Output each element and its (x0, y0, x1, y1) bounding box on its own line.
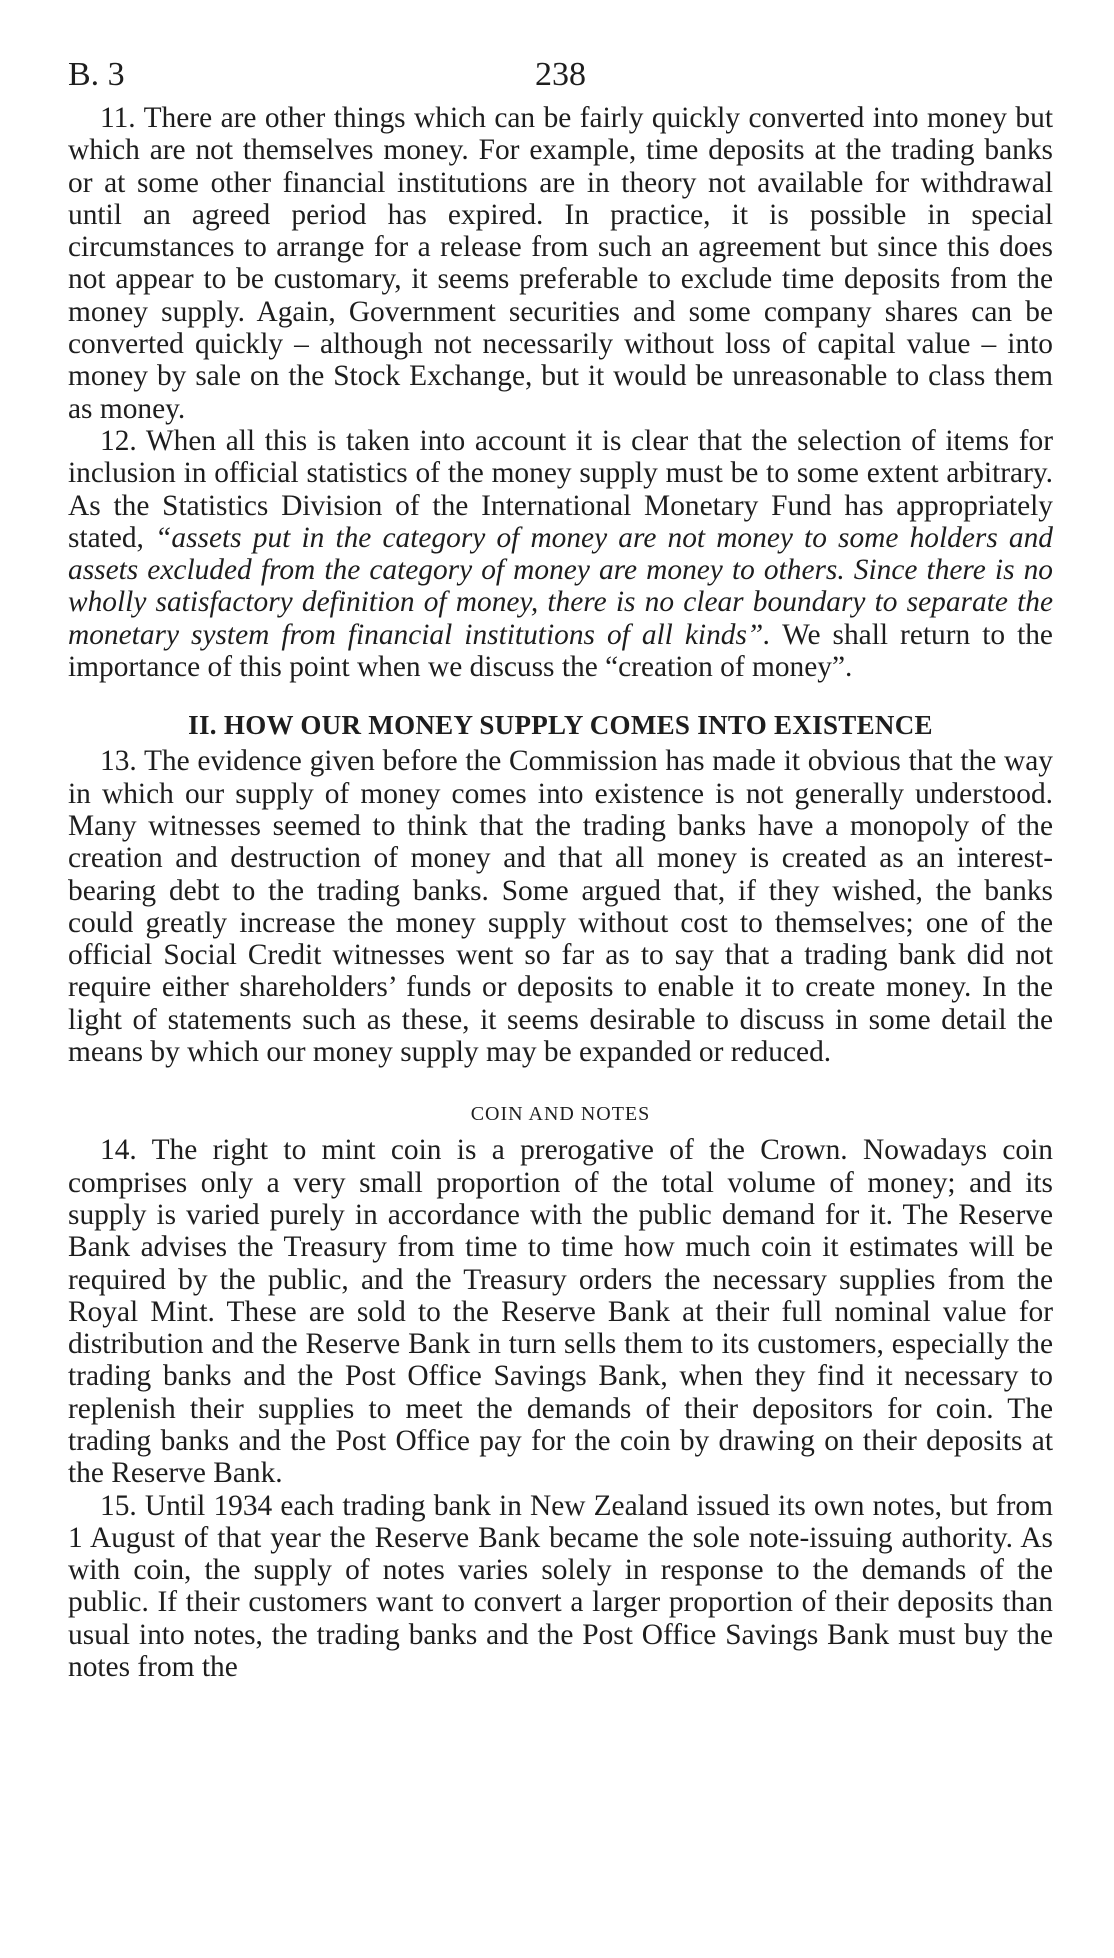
paragraph-13 (68, 745, 1053, 1068)
document-page (68, 56, 1053, 1683)
document-code: B. 3 (68, 56, 125, 93)
paragraph-14 (68, 1134, 1053, 1489)
page-number: 238 (535, 56, 586, 93)
paragraph-15 (68, 1490, 1053, 1684)
section-heading: II. HOW OUR MONEY SUPPLY COMES INTO EXISTENCE (188, 710, 933, 741)
page-header (68, 56, 1053, 102)
paragraph-text: There are other things which can be fairly quickly converted into money but which are not themselves money. For example, time deposits at the trading banks or at some other financial institutions are in theory not available for withdrawal until an agreed period has expired. In practice, it is possible in special circumstances to arrange for a release from such an agreement but since this does not appear to be customary, it seems preferable to exclude time deposits from the money supply. Again, Government securities and some company shares can be converted quickly – although not necessarily without loss of capital value – into money by sale on the Stock Exchange, but it would be unreasonable to class them as money. (68, 102, 1053, 425)
paragraph-number: 13. (100, 745, 137, 778)
paragraph-number: 15. (100, 1489, 137, 1522)
paragraph-text: Until 1934 each trading bank in New Zealand issued its own notes, but from 1 August of that year the Reserve Bank became the sole note-issuing authority. As with coin, the supply of notes varies solely in response to the demands of the public. If their customers want to convert a larger proportion of their deposits than usual into notes, the trading banks and the Post Office Savings Bank must buy the notes from the (68, 1489, 1053, 1684)
paragraph-text: The evidence given before the Commission has made it obvious that the way in which our supply of money comes into existence is not generally understood. Many witnesses seemed to think that the trading banks have a monopoly of the creation and destruction of money and that all money is created as an interest-bearing debt to the trading banks. Some argued that, if they wished, the banks could greatly increase the money supply without cost to themselves; one of the official Social Credit witnesses went so far as to say that a trading bank did not require either shareholders’ funds or deposits to enable it to create money. In the light of statements such as these, it seems desirable to discuss in some detail the means by which our money supply may be expanded or reduced. (68, 745, 1053, 1069)
paragraph-12 (68, 425, 1053, 683)
paragraph-text: When all this is taken into account it is clear that the selection of items for inclusion in official statistics of the money supply must be to some extent arbitrary. As the Statistics Division of the International Monetary Fund has appropriately stated, (68, 424, 1053, 554)
paragraph-11 (68, 102, 1053, 425)
paragraph-number: 12. (100, 424, 137, 457)
subsection-heading: COIN AND NOTES (470, 1103, 651, 1126)
paragraph-number: 14. (100, 1134, 137, 1167)
paragraph-text: The right to mint coin is a prerogative of the Crown. Nowadays coin comprises only a very small proportion of the total volume of money; and its supply is varied purely in accordance with the public demand for it. The Reserve Bank advises the Treasury from time to time how much coin it estimates will be required by the public, and the Treasury orders the necessary supplies from the Royal Mint. These are sold to the Reserve Bank at their full nominal value for distribution and the Reserve Bank in turn sells them to its customers, especially the trading banks and the Post Office Savings Bank, when they find it necessary to replenish their supplies to meet the demands of their depositors for coin. The trading banks and the Post Office pay for the coin by drawing on their deposits at the Reserve Bank. (68, 1134, 1053, 1490)
paragraph-text-continued: We shall return to the importance of this point when we discuss the “creation of money”. (68, 618, 1053, 684)
imf-quotation: “assets put in the category of money are not money to some holders and assets excluded from the category of money are money to others. Since there is no wholly satisfactory definition of money, there is no clear boundary to separate the monetary system from financial institutions of all kinds”. (68, 521, 1053, 651)
paragraph-number: 11. (100, 102, 136, 134)
